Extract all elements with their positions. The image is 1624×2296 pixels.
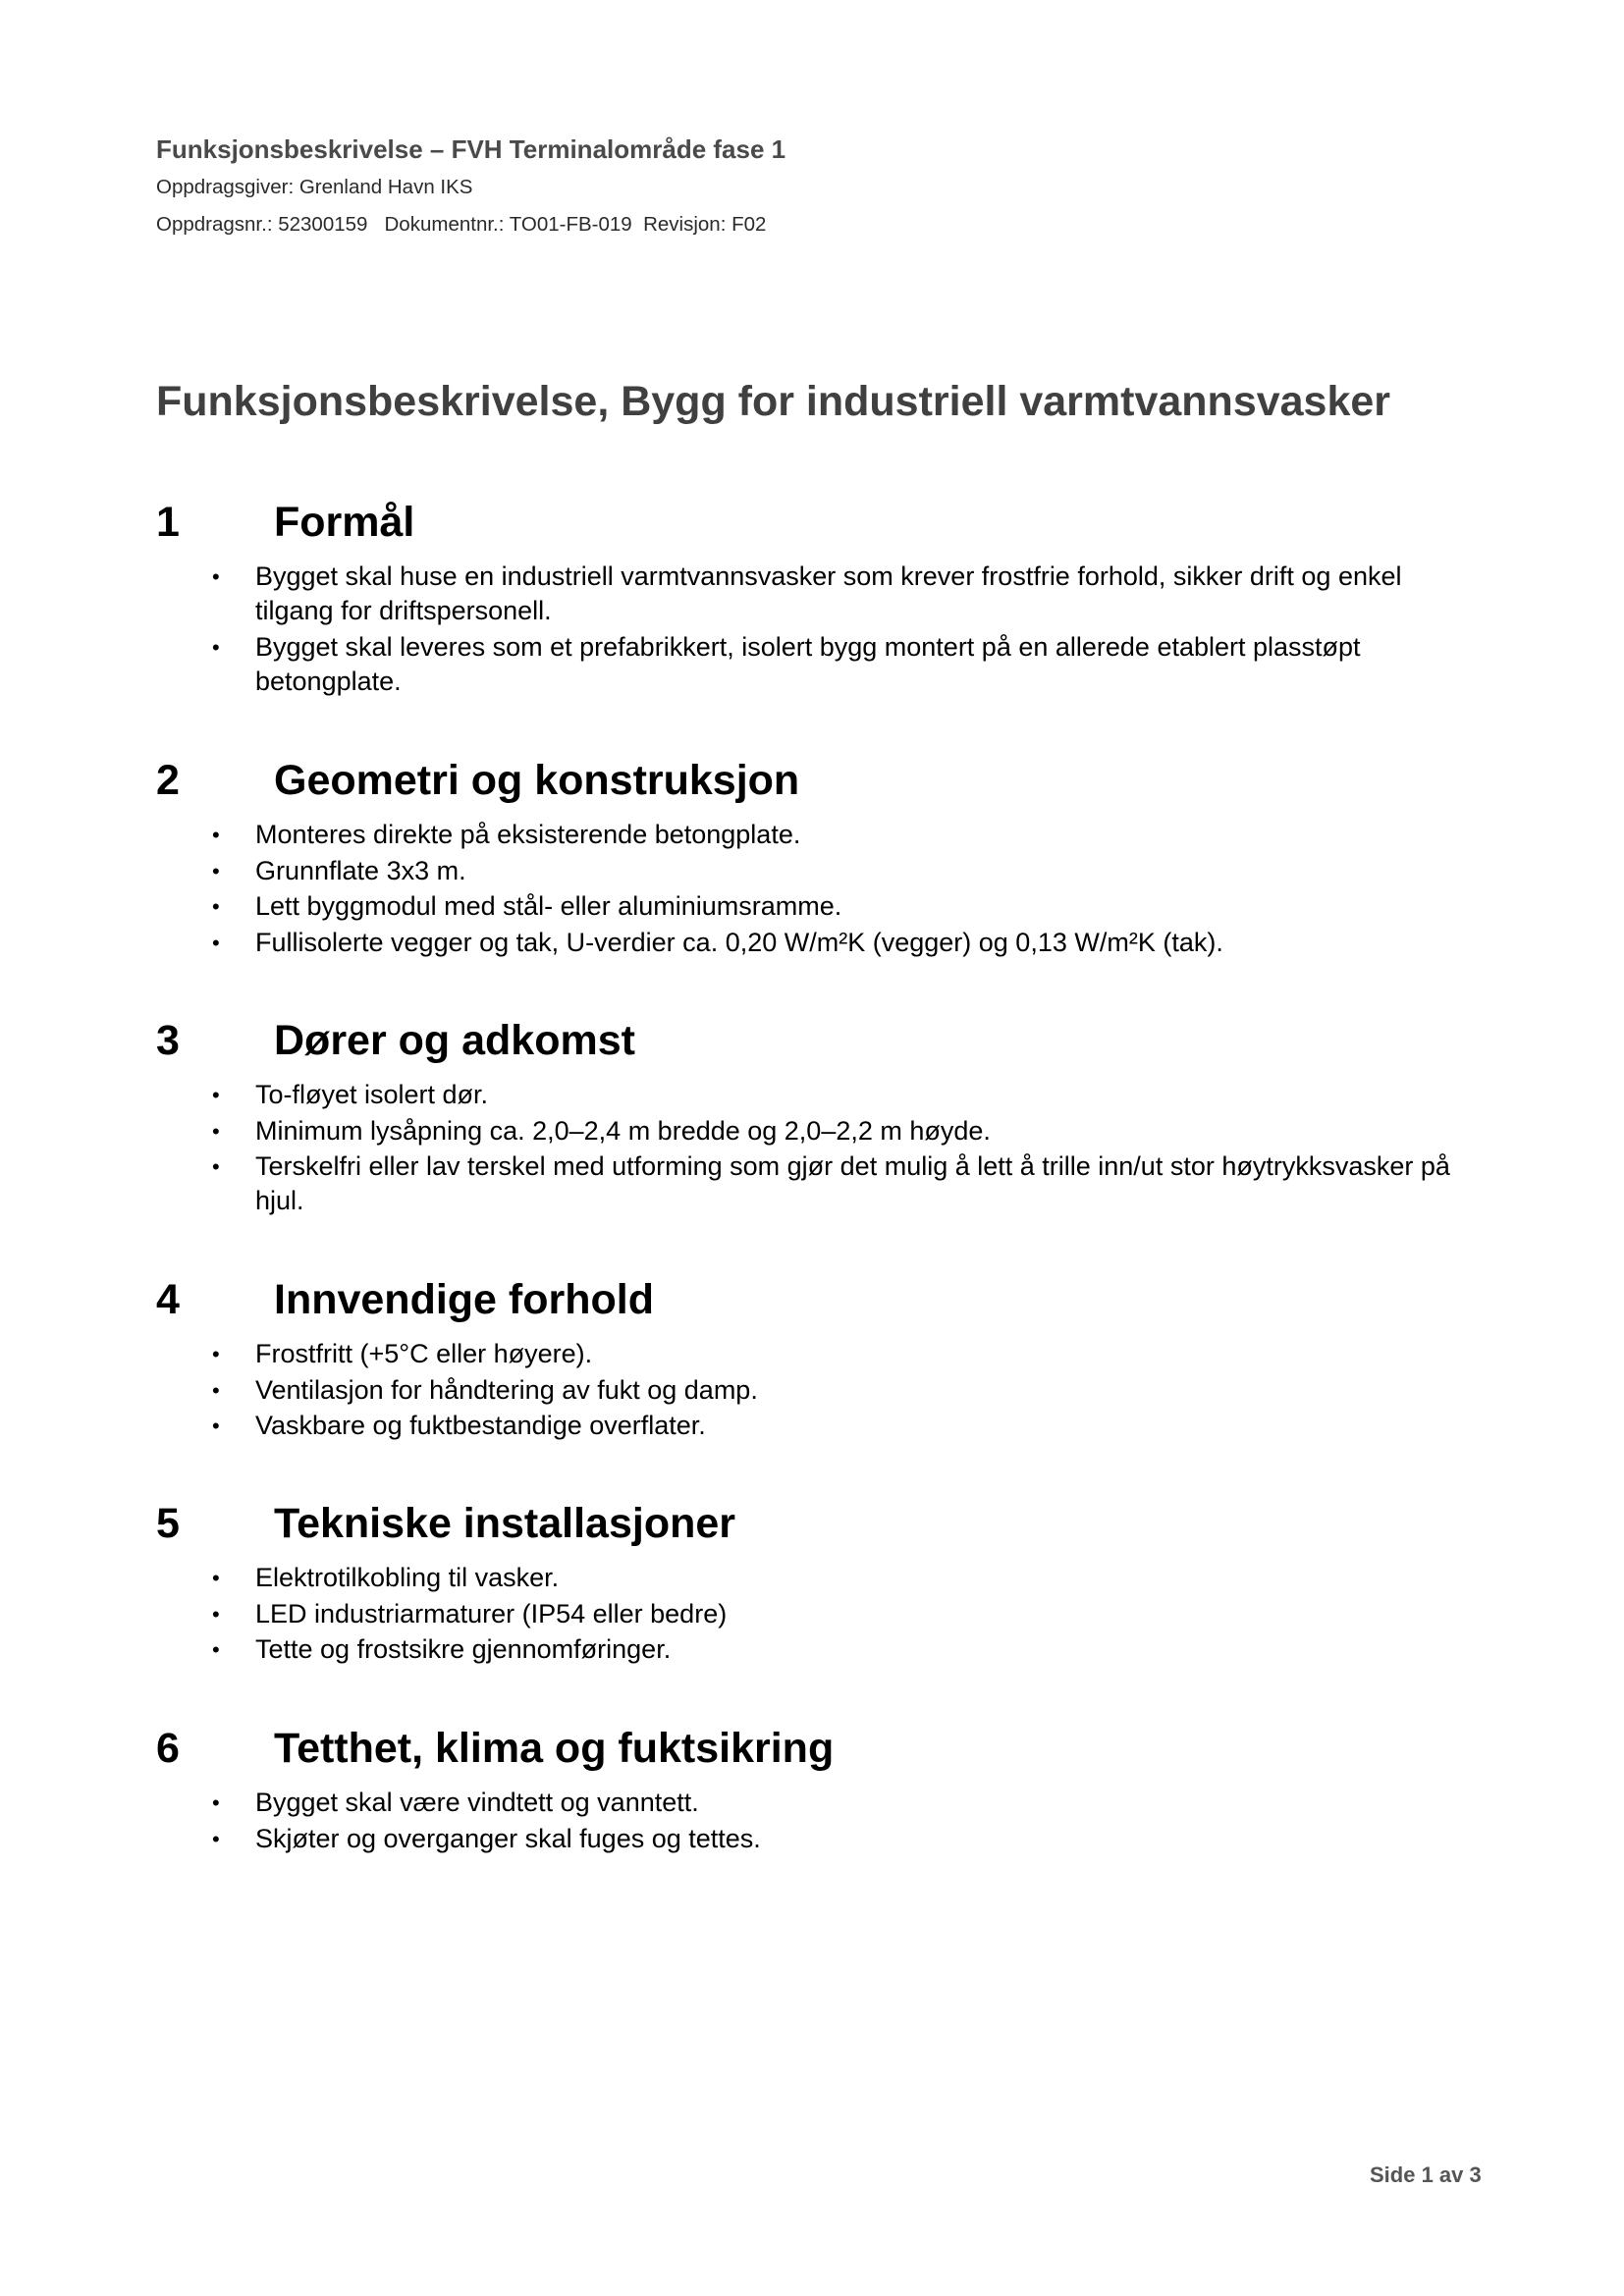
bullet-icon: •	[212, 1601, 220, 1627]
section-heading	[156, 751, 1472, 810]
section-title: Tetthet, klima og fuktsikring	[274, 1725, 835, 1772]
list-item-text: Vaskbare og fuktbestandige overflater.	[255, 1411, 706, 1440]
bullet-icon: •	[212, 1566, 220, 1590]
document-title: Funksjonsbeskrivelse, Bygg for industriell varmtvannsvasker	[156, 378, 1391, 425]
bullet-icon: •	[212, 1154, 220, 1179]
section-heading	[156, 493, 1472, 552]
bullet-list	[156, 1786, 1472, 1856]
section-number: 3	[156, 1017, 180, 1064]
header-title: Funksjonsbeskrivelse – FVH Terminalområde fase 1	[156, 134, 786, 164]
section-title: Innvendige forhold	[274, 1276, 654, 1323]
list-item-text: Tette og frostsikre gjennomføringer.	[255, 1634, 672, 1664]
bullet-icon: •	[212, 1083, 220, 1107]
header-client: Oppdragsgiver: Grenland Havn IKS	[156, 176, 473, 198]
list-item-text: Minimum lysåpning ca. 2,0–2,4 m bredde og 2,0–2,2 m høyde.	[255, 1115, 991, 1146]
list-item-text: Bygget skal leveres som et prefabrikkert, isolert bygg montert på en allerede etablert plasstøpt betongplate.	[255, 631, 1361, 696]
bullet-icon: •	[212, 1414, 220, 1438]
list-item	[156, 854, 1472, 888]
list-item-text: Grunnflate 3x3 m.	[255, 855, 466, 885]
section-title: Geometri og konstruksjon	[274, 757, 800, 804]
list-item	[156, 1337, 1472, 1371]
section-dorer	[156, 1011, 1472, 1220]
section-number: 1	[156, 499, 180, 546]
section-number: 6	[156, 1725, 180, 1772]
header-references: Oppdragsnr.: 52300159 Dokumentnr.: TO01-FB-019 Revisjon: F02	[156, 213, 767, 236]
list-item	[156, 1114, 1472, 1148]
bullet-icon: •	[212, 564, 220, 589]
list-item-text: Fullisolerte vegger og tak, U-verdier ca. 0,20 W/m²K (vegger) og 0,13 W/m²K (tak).	[255, 927, 1223, 957]
list-item	[156, 1632, 1472, 1667]
list-item	[156, 889, 1472, 924]
list-item-text: Monteres direkte på eksisterende betongplate.	[255, 820, 801, 849]
section-heading	[156, 1270, 1472, 1329]
list-item	[156, 1786, 1472, 1820]
section-tekniske	[156, 1494, 1472, 1669]
bullet-list	[156, 1337, 1472, 1443]
bullet-icon: •	[212, 1826, 220, 1851]
bullet-icon: •	[212, 1342, 220, 1366]
bullet-icon: •	[212, 1790, 220, 1815]
list-item-text: Bygget skal huse en industriell varmtvannsvasker som krever frostfrie forhold, sikker drift og enkel tilgang for driftspersonell.	[255, 561, 1402, 625]
list-item	[156, 1078, 1472, 1112]
list-item	[156, 1561, 1472, 1595]
list-item-text: Terskelfri eller lav terskel med utforming som gjør det mulig å lett å trille inn/ut stor høytrykksvasker på hjul.	[255, 1151, 1450, 1215]
list-item	[156, 1597, 1472, 1631]
list-item	[156, 630, 1472, 699]
section-heading	[156, 1011, 1472, 1070]
list-item-text: To-fløyet isolert dør.	[255, 1080, 489, 1109]
list-item	[156, 560, 1472, 628]
section-number: 2	[156, 757, 180, 804]
bullet-icon: •	[212, 823, 220, 847]
bullet-list	[156, 818, 1472, 960]
bullet-list	[156, 560, 1472, 699]
section-geometri	[156, 751, 1472, 961]
list-item-text: Elektrotilkobling til vasker.	[255, 1563, 560, 1592]
list-item	[156, 1373, 1472, 1408]
section-innvendige	[156, 1270, 1472, 1445]
list-item	[156, 926, 1472, 960]
section-number: 5	[156, 1500, 180, 1547]
bullet-icon: •	[212, 858, 220, 883]
bullet-list	[156, 1078, 1472, 1218]
section-heading	[156, 1494, 1472, 1553]
page-number: Side 1 av 3	[1370, 2163, 1482, 2187]
list-item-text: Bygget skal være vindtett og vanntett.	[255, 1788, 699, 1817]
list-item	[156, 1409, 1472, 1443]
page-header	[156, 130, 1472, 243]
bullet-icon: •	[212, 1637, 220, 1662]
section-heading	[156, 1719, 1472, 1778]
list-item-text: Skjøter og overganger skal fuges og tettes.	[255, 1823, 761, 1853]
section-title: Dører og adkomst	[274, 1017, 635, 1064]
bullet-icon: •	[212, 1118, 220, 1144]
bullet-icon: •	[212, 634, 220, 660]
list-item-text: Frostfritt (+5°C eller høyere).	[255, 1339, 593, 1368]
bullet-icon: •	[212, 930, 220, 955]
section-formal	[156, 493, 1472, 700]
list-item	[156, 1822, 1472, 1856]
list-item-text: Ventilasjon for håndtering av fukt og damp.	[255, 1374, 758, 1405]
section-title: Tekniske installasjoner	[274, 1500, 736, 1547]
list-item-text: Lett byggmodul med stål- eller aluminiumsramme.	[255, 891, 842, 921]
section-tetthet	[156, 1719, 1472, 1857]
section-title: Formål	[274, 499, 415, 546]
list-item	[156, 818, 1472, 852]
list-item-text: LED industriarmaturer (IP54 eller bedre)	[255, 1598, 728, 1629]
section-number: 4	[156, 1276, 180, 1323]
bullet-icon: •	[212, 1377, 220, 1403]
bullet-list	[156, 1561, 1472, 1667]
list-item	[156, 1149, 1472, 1218]
bullet-icon: •	[212, 894, 220, 919]
